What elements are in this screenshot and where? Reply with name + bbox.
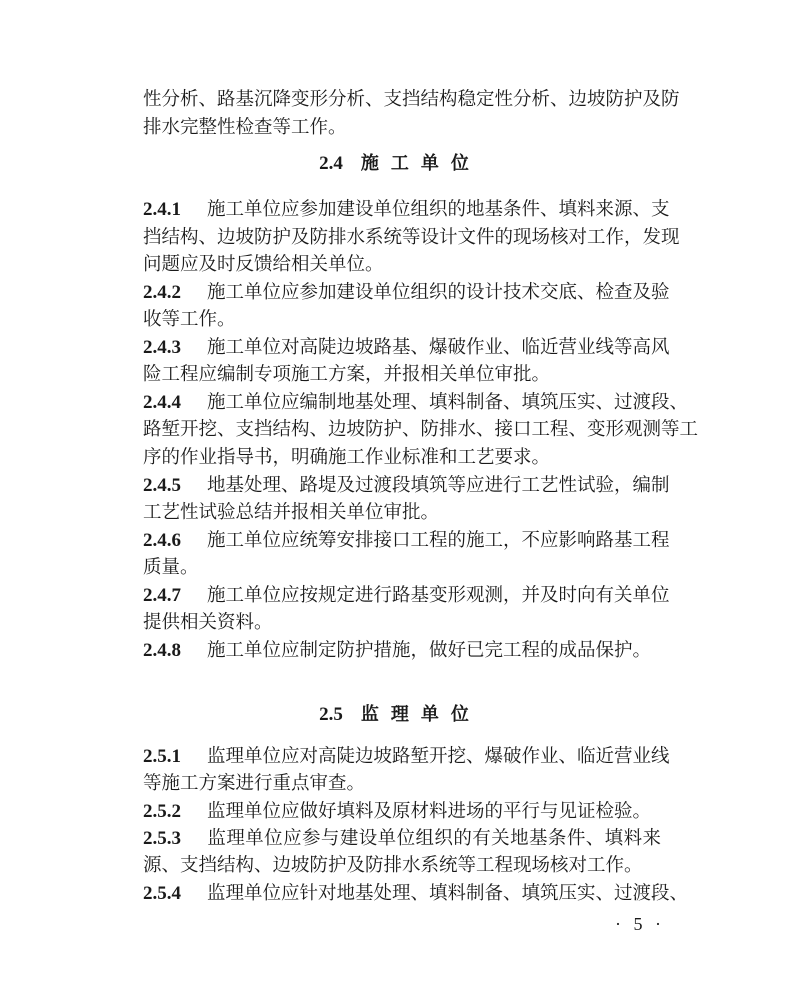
clause-line: 工艺性试验总结并报相关单位审批。 — [143, 502, 440, 523]
clause-line — [143, 798, 661, 826]
clause-line — [143, 527, 670, 555]
clause-text: 施工单位应制定防护措施，做好已完工程的成品保护。 — [207, 640, 652, 661]
clause-text: 地基处理、路堤及过渡段填筑等应进行工艺性试验，编制 — [207, 475, 670, 496]
clause-number: 2.5.3 — [143, 828, 181, 849]
clause-number: 2.5.1 — [143, 746, 181, 767]
section-title: 监理单位 — [360, 704, 481, 725]
clause-line — [143, 279, 670, 307]
clause-text: 施工单位对高陡边坡路基、爆破作业、临近营业线等高风 — [207, 337, 670, 358]
clause-number: 2.5.2 — [143, 801, 181, 822]
clause-line — [143, 389, 689, 417]
clause-line — [143, 334, 670, 362]
clause-text: 监理单位应针对地基处理、填料制备、填筑压实、过渡段、 — [207, 883, 689, 904]
clause-line: 问题应及时反馈给相关单位。 — [143, 254, 384, 275]
clause-number: 2.5.4 — [143, 883, 181, 904]
section-number: 2.4 — [319, 153, 343, 174]
text-line: 排水完整性检查等工作。 — [143, 117, 347, 138]
clause-line: 险工程应编制专项施工方案，并报相关单位审批。 — [143, 364, 551, 385]
clause-line — [143, 880, 689, 908]
clause-line — [143, 743, 670, 771]
clause-line: 源、支挡结构、边坡防护及防排水系统等工程现场核对工作。 — [143, 855, 643, 876]
clause-line: 等施工方案进行重点审查。 — [143, 773, 366, 794]
clause-line — [143, 582, 670, 610]
clause-text: 监理单位应做好填料及原材料进场的平行与见证检验。 — [207, 801, 652, 822]
clause-line — [143, 825, 661, 853]
section-heading-2-4 — [0, 149, 800, 178]
clause-number: 2.4.6 — [143, 530, 181, 551]
clause-text: 施工单位应参加建设单位组织的地基条件、填料来源、支 — [207, 199, 670, 220]
clause-number: 2.4.5 — [143, 475, 181, 496]
clause-text: 施工单位应参加建设单位组织的设计技术交底、检查及验 — [207, 282, 670, 303]
text-line: 性分析、路基沉降变形分析、支挡结构稳定性分析、边坡防护及防 — [143, 89, 680, 110]
clause-line: 质量。 — [143, 557, 199, 578]
clause-text: 施工单位应统筹安排接口工程的施工，不应影响路基工程 — [207, 530, 670, 551]
clause-line: 收等工作。 — [143, 309, 236, 330]
clause-number: 2.4.3 — [143, 337, 181, 358]
clause-number: 2.4.8 — [143, 640, 181, 661]
clause-text: 施工单位应按规定进行路基变形观测，并及时向有关单位 — [207, 585, 670, 606]
clause-line: 路堑开挖、支挡结构、边坡防护、防排水、接口工程、变形观测等工 — [143, 419, 699, 440]
clause-text: 施工单位应编制地基处理、填料制备、填筑压实、过渡段、 — [207, 392, 689, 413]
page-number: · 5 · — [615, 914, 665, 934]
section-number: 2.5 — [319, 704, 343, 725]
section-title: 施工单位 — [360, 153, 481, 174]
clause-number: 2.4.2 — [143, 282, 181, 303]
clause-text: 监理单位应对高陡边坡路堑开挖、爆破作业、临近营业线 — [207, 746, 670, 767]
clause-line — [143, 472, 670, 500]
section-heading-2-5 — [0, 700, 800, 729]
clause-number: 2.4.7 — [143, 585, 181, 606]
clause-text: 监理单位应参与建设单位组织的有关地基条件、填料来 — [207, 828, 661, 849]
clause-line — [143, 637, 661, 665]
clause-line: 挡结构、边坡防护及防排水系统等设计文件的现场核对工作，发现 — [143, 227, 680, 248]
clause-number: 2.4.4 — [143, 392, 181, 413]
clause-line: 序的作业指导书，明确施工作业标准和工艺要求。 — [143, 447, 551, 468]
clause-line: 提供相关资料。 — [143, 612, 273, 633]
clause-number: 2.4.1 — [143, 199, 181, 220]
clause-line — [143, 196, 670, 224]
